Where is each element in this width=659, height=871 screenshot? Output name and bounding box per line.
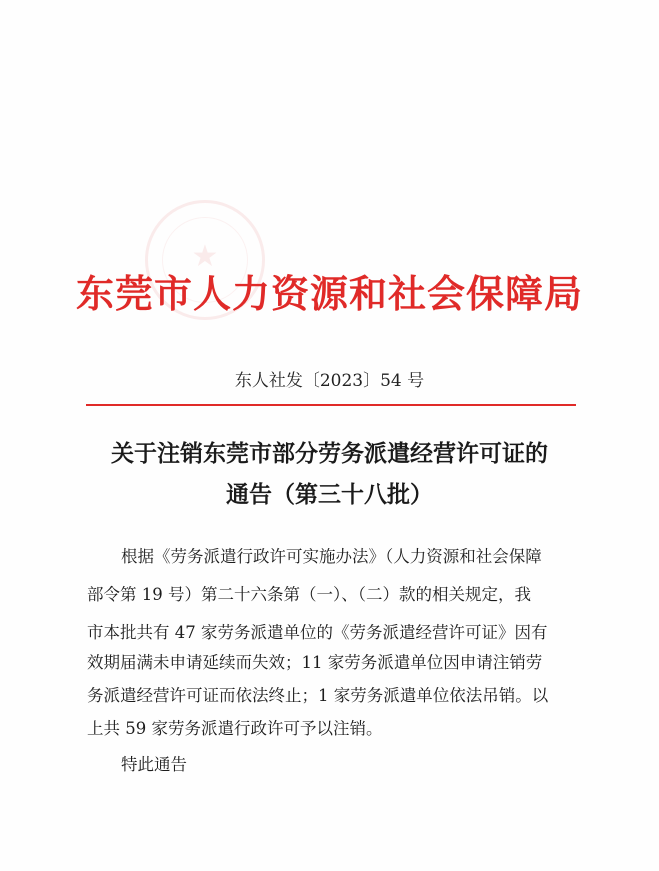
document-number: 东人社发〔2023〕54 号	[234, 371, 425, 391]
closing-text: 特此通告	[121, 755, 187, 774]
issuing-bureau-title: 东莞市人力资源和社会保障局	[75, 271, 583, 316]
notice-title-line-1: 关于注销东莞市部分劳务派遣经营许可证的	[111, 440, 548, 467]
body-text: 务派遣经营许可证而依法终止；1 家劳务派遣单位依法吊销。以	[87, 686, 549, 705]
body-text: 根据《劳务派遣行政许可实施办法》（人力资源和社会保障	[121, 547, 542, 566]
body-text: 市本批共有 47 家劳务派遣单位的《劳务派遣经营许可证》因有	[87, 623, 548, 642]
notice-title-line-2: 通告（第三十八批）	[226, 481, 433, 508]
seal-star-icon: ★	[191, 239, 219, 274]
red-divider-line	[86, 404, 576, 406]
body-text: 部令第 19 号）第二十六条第（一）、（二）款的相关规定，我	[87, 585, 531, 604]
body-text: 上共 59 家劳务派遣行政许可予以注销。	[87, 719, 383, 738]
body-text: 效期届满未申请延续而失效；11 家劳务派遣单位因申请注销劳	[87, 653, 543, 672]
